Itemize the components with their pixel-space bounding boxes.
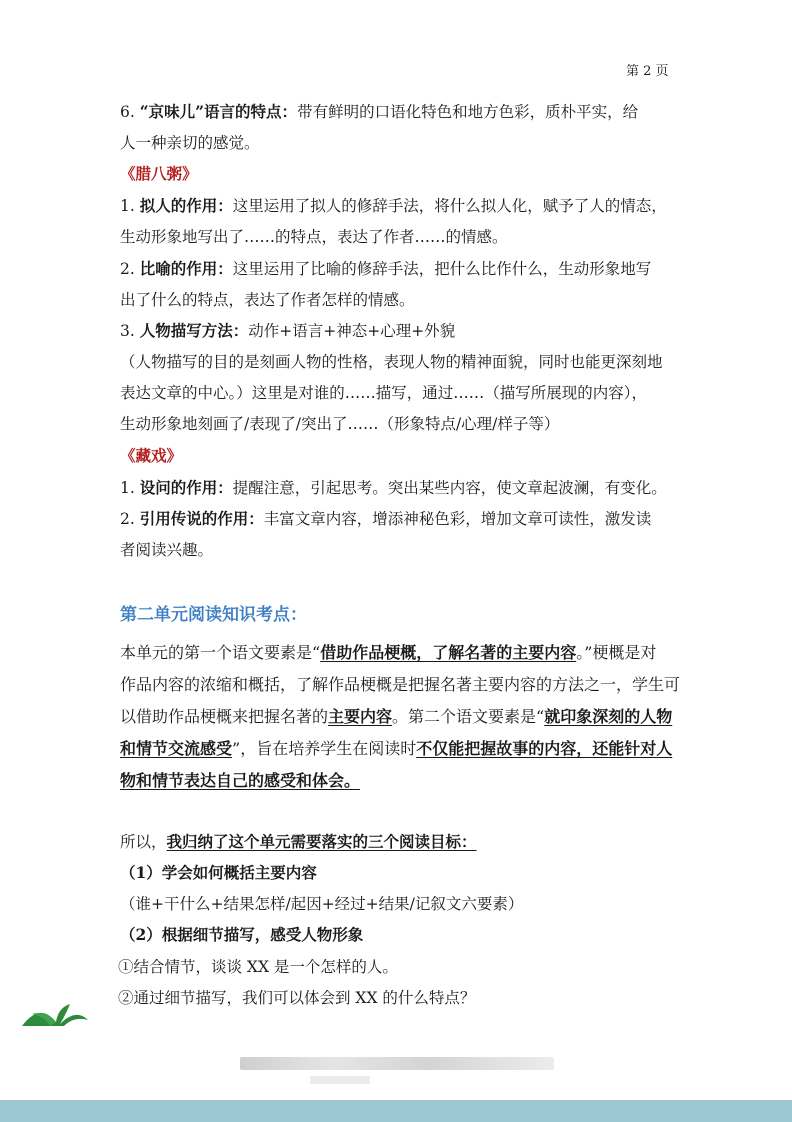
laba-note-line2: 表达文章的中心。）这里是对谁的……描写，通过……（描写所展现的内容）， bbox=[120, 384, 648, 402]
laba-item1-line1 bbox=[120, 196, 667, 216]
unit2-p1a: 本单元的第一个语文要素是“ bbox=[120, 643, 321, 662]
item6-line1 bbox=[120, 102, 638, 122]
goal-1-note: （谁+干什么+结果怎样/起因+经过+结果/记叙文六要素） bbox=[120, 895, 524, 913]
unit2-para-line5: 物和情节表达自己的感受和体会。 bbox=[120, 771, 361, 790]
cangxi-item1-title: 设问的作用： bbox=[139, 478, 233, 497]
item6-line2: 人一种亲切的感觉。 bbox=[120, 134, 260, 152]
cangxi-item2-line2: 者阅读兴趣。 bbox=[120, 541, 214, 559]
unit2-p1-emphasis: 借助作品梗概，了解名著的主要内容 bbox=[320, 643, 577, 662]
unit2-para-line2: 作品内容的浓缩和概括，了解作品梗概是把握名著主要内容的方法之一，学生可 bbox=[120, 675, 681, 694]
unit2-para-line4 bbox=[120, 739, 672, 759]
unit2-para-line1 bbox=[120, 643, 656, 663]
page-number: 第 2 页 bbox=[626, 64, 669, 79]
laba-item3-title: 人物描写方法： bbox=[139, 321, 249, 340]
cangxi-item1-num: 1. bbox=[120, 479, 140, 497]
unit2-p4-emphasis: 和情节交流感受 bbox=[120, 739, 233, 758]
laba-item1-text: 这里运用了拟人的修辞手法，将什么拟人化，赋予了人的情态， bbox=[232, 197, 667, 215]
cangxi-item1-text: 提醒注意，引起思考。突出某些内容，使文章起波澜，有变化。 bbox=[232, 479, 667, 497]
unit2-p1c: 。”梗概是对 bbox=[576, 643, 657, 662]
palm-leaf-icon bbox=[20, 1000, 90, 1030]
blurred-footer-text-2 bbox=[310, 1076, 370, 1084]
goal-2-question1: ①结合情节，谈谈 XX 是一个怎样的人。 bbox=[118, 958, 398, 976]
cangxi-item2-text: 丰富文章内容，增添神秘色彩，增加文章可读性，激发读 bbox=[263, 510, 652, 528]
unit2-p4-emphasis2: 不仅能把握故事的内容，还能针对人 bbox=[416, 739, 673, 758]
item6-title: “京味儿”语言的特点： bbox=[139, 102, 298, 121]
goal-1: （1）学会如何概括主要内容 bbox=[120, 863, 317, 882]
laba-item3-text: 动作+语言+神态+心理+外貌 bbox=[248, 322, 456, 340]
laba-note-line1: （人物描写的目的是刻画人物的性格，表现人物的精神面貌，同时也能更深刻地 bbox=[120, 353, 663, 371]
laba-item1-num: 1. bbox=[120, 197, 140, 215]
laba-item2-title: 比喻的作用： bbox=[139, 259, 233, 278]
laba-item2-text: 这里运用了比喻的修辞手法，把什么比作什么，生动形象地写 bbox=[232, 260, 652, 278]
goals-intro-emphasis: 我归纳了这个单元需要落实的三个阅读目标： bbox=[166, 832, 477, 851]
unit2-p3a: 以借助作品梗概来把握名著的 bbox=[120, 707, 329, 726]
goals-intro bbox=[120, 832, 477, 852]
laba-note-line3: 生动形象地刻画了/表现了/突出了……（形象特点/心理/样子等） bbox=[120, 415, 560, 433]
blurred-footer-text bbox=[240, 1057, 554, 1070]
cangxi-heading: 《藏戏》 bbox=[120, 446, 183, 465]
goal-2: （2）根据细节描写，感受人物形象 bbox=[120, 925, 364, 944]
unit2-heading: 第二单元阅读知识考点： bbox=[120, 605, 307, 625]
laba-item3-num: 3. bbox=[120, 322, 140, 340]
cangxi-item2-num: 2. bbox=[120, 510, 140, 528]
cangxi-item2-line1 bbox=[120, 509, 651, 529]
unit2-p4b: ”，旨在培养学生在阅读时 bbox=[232, 739, 417, 758]
laba-item2-line1 bbox=[120, 259, 651, 279]
unit2-para-line3 bbox=[120, 707, 672, 727]
unit2-p3c: 。第二个语文要素是“ bbox=[392, 707, 545, 726]
unit2-p3-emphasis: 主要内容 bbox=[328, 707, 393, 726]
unit2-p3-emphasis2: 就印象深刻的人物 bbox=[544, 707, 673, 726]
laba-item3-line bbox=[120, 321, 455, 341]
cangxi-item2-title: 引用传说的作用： bbox=[139, 509, 264, 528]
laba-item2-num: 2. bbox=[120, 260, 140, 278]
item6-num: 6. bbox=[120, 103, 140, 121]
bottom-color-bar bbox=[0, 1100, 792, 1122]
goal-2-question2: ②通过细节描写，我们可以体会到 XX 的什么特点？ bbox=[118, 989, 476, 1007]
laba-item1-title: 拟人的作用： bbox=[139, 196, 233, 215]
cangxi-item1-line bbox=[120, 478, 667, 498]
laba-heading: 《腊八粥》 bbox=[120, 164, 198, 183]
laba-item1-line2: 生动形象地写出了……的特点，表达了作者……的情感。 bbox=[120, 228, 508, 246]
item6-text1: 带有鲜明的口语化特色和地方色彩，质朴平实，给 bbox=[297, 103, 639, 121]
goals-intro-prefix: 所以， bbox=[120, 833, 167, 851]
laba-item2-line2: 出了什么的特点，表达了作者怎样的情感。 bbox=[120, 291, 415, 309]
